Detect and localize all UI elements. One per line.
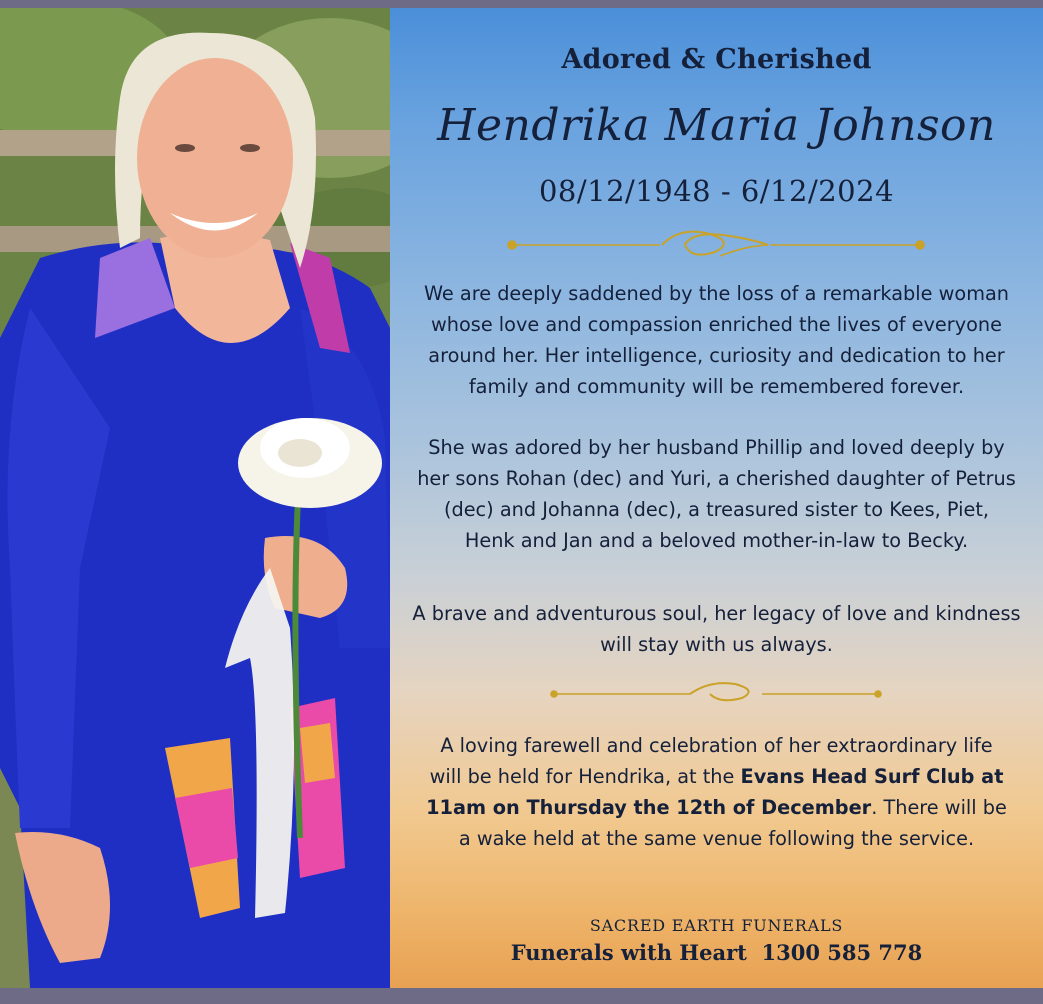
- card-heading: Adored & Cherished: [561, 44, 872, 75]
- funeral-home-tagline: Funerals with Heart: [510, 940, 747, 965]
- portrait-photo: [0, 8, 390, 988]
- tribute-1-text: We are deeply saddened by the loss of a remarkable woman whose love and compassion enriched the lives of everyone around her. Her intelligence, curiosity and dedication to her family and community will be remembered forever.: [423, 282, 1010, 398]
- funeral-home-phone: 1300 585 778: [761, 940, 923, 965]
- tribute-paragraph-3: [390, 598, 1043, 660]
- memorial-card: [390, 8, 1043, 988]
- service-details: Evans Head Surf Club at 11am on Thursday the 12th of December: [426, 765, 1004, 819]
- portrait-illustration: [0, 8, 390, 988]
- top-ornament-divider: [508, 232, 924, 256]
- tribute-paragraph-2: [390, 432, 1043, 556]
- tribute-paragraph-1: [390, 278, 1043, 402]
- funeral-home-name: SACRED EARTH FUNERALS: [589, 916, 844, 935]
- service-outro: . There will be a wake held at the same venue following the service.: [458, 796, 1007, 850]
- top-border: [0, 0, 1043, 8]
- bottom-border: [0, 988, 1043, 1004]
- funeral-home-contact: [390, 940, 1043, 965]
- middle-ornament-divider: [551, 683, 881, 700]
- tribute-2-text: She was adored by her husband Phillip and loved deeply by her sons Rohan (dec) and Yuri, a cherished daughter of Petrus (dec) and Johanna (dec), a treasured sister to Kees, Piet, Henk and Jan and a beloved mother-in-law to Becky.: [417, 436, 1016, 552]
- service-intro: A loving farewell and celebration of her extraordinary life will be held for Hendrika, at the: [429, 734, 993, 788]
- tribute-3-text: A brave and adventurous soul, her legacy of love and kindness will stay with us always.: [412, 602, 1021, 656]
- deceased-name: Hendrika Maria Johnson: [437, 100, 996, 151]
- service-text: [422, 730, 1012, 854]
- service-paragraph: [390, 730, 1043, 854]
- life-dates: 08/12/1948 - 6/12/2024: [538, 174, 895, 208]
